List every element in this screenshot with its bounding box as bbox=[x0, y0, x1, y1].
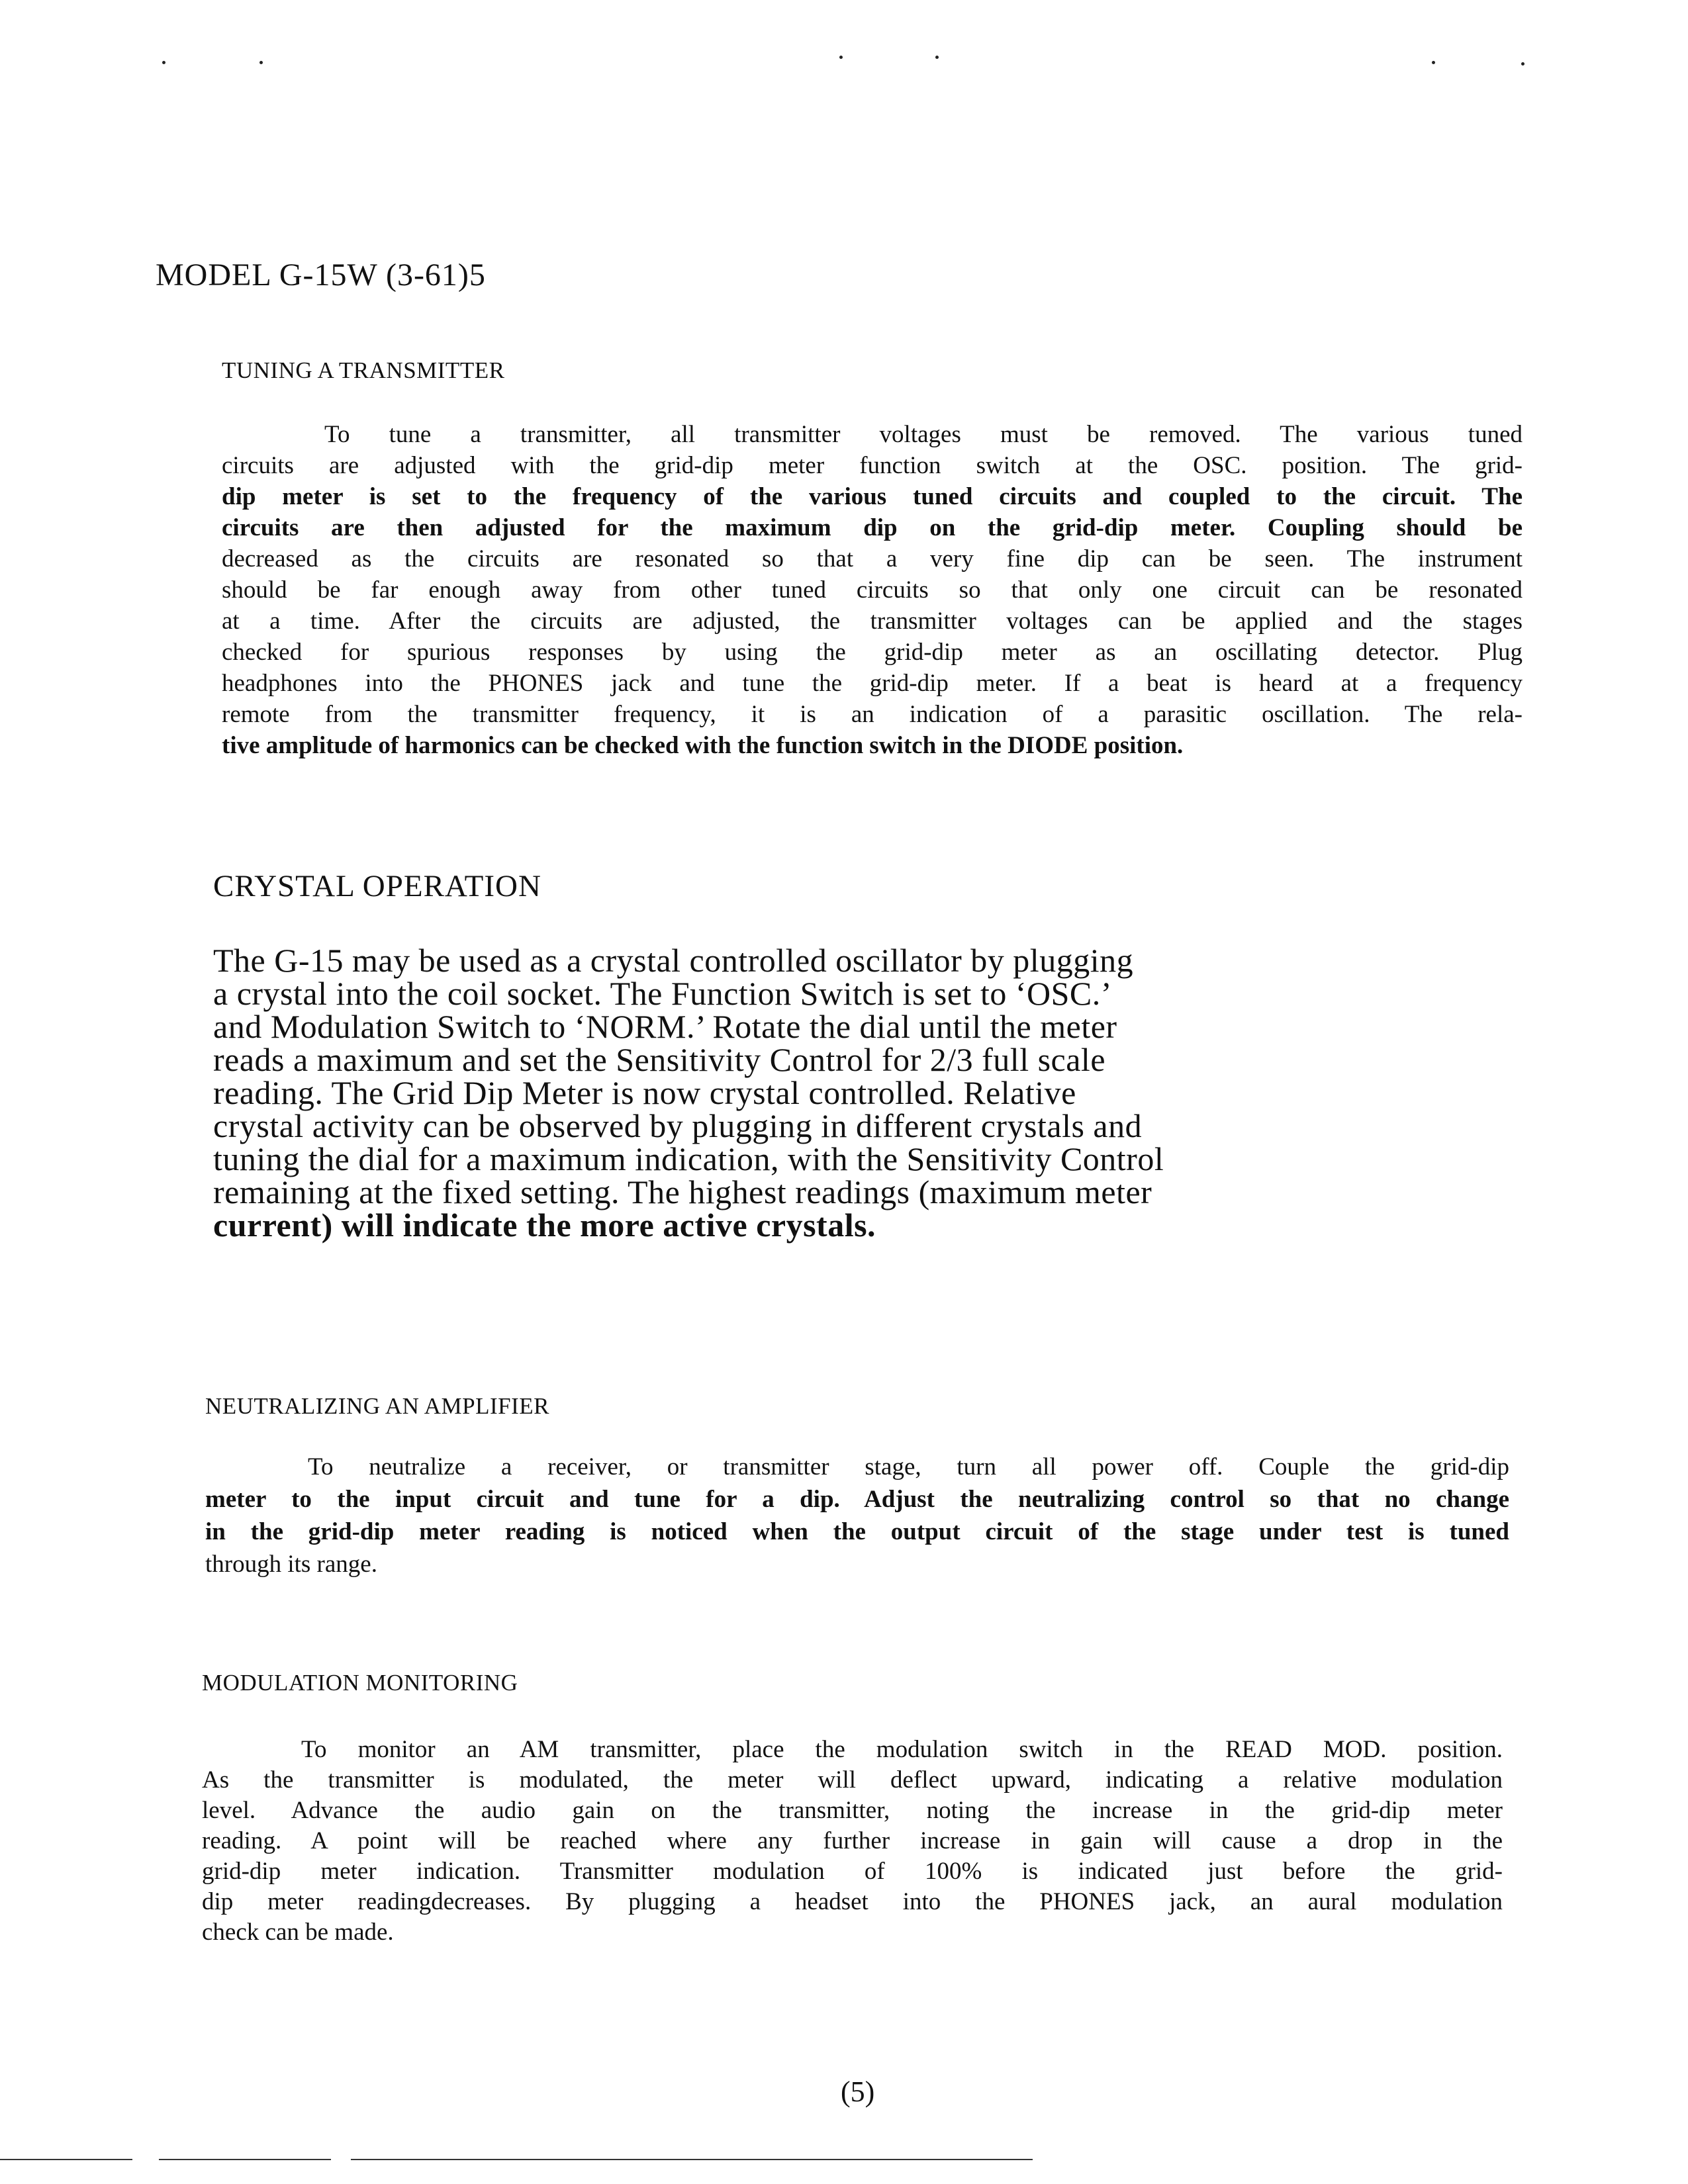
text-line: reads a maximum and set the Sensitivity Control for 2/3 full scale bbox=[213, 1041, 1106, 1078]
text-line: To monitor an AM transmitter, place the modulation switch in the READ MOD. position. bbox=[301, 1736, 1503, 1763]
section-heading-crystal: CRYSTAL OPERATION bbox=[213, 869, 541, 903]
bottom-rule bbox=[351, 2159, 1033, 2160]
text-line: should be far enough away from other tuned circuits so that only one circuit can be resonated bbox=[222, 576, 1523, 604]
text-line: To tune a transmitter, all transmitter voltages must be removed. The various tuned bbox=[324, 421, 1523, 448]
text-line: The G-15 may be used as a crystal controlled oscillator by plugging bbox=[213, 942, 1134, 979]
scan-speck bbox=[259, 61, 263, 64]
text-line: current) will indicate the more active crystals. bbox=[213, 1206, 876, 1244]
text-line: check can be made. bbox=[202, 1919, 394, 1946]
section-heading-neutralizing: NEUTRALIZING AN AMPLIFIER bbox=[205, 1393, 549, 1419]
text-line: decreased as the circuits are resonated so that a very fine dip can be seen. The instrument bbox=[222, 545, 1523, 572]
section-heading-modulation: MODULATION MONITORING bbox=[202, 1670, 518, 1696]
section-heading-tuning: TUNING A TRANSMITTER bbox=[222, 357, 505, 383]
text-line: grid-dip meter indication. Transmitter modulation of 100% is indicated just before the grid- bbox=[202, 1858, 1503, 1885]
text-line: meter to the input circuit and tune for a dip. Adjust the neutralizing control so that no change bbox=[205, 1486, 1509, 1513]
text-line: in the grid-dip meter reading is noticed when the output circuit of the stage under test is tuned bbox=[205, 1518, 1509, 1545]
text-line: As the transmitter is modulated, the meter will deflect upward, indicating a relative modulation bbox=[202, 1766, 1503, 1794]
document-title: MODEL G-15W (3-61)5 bbox=[156, 257, 486, 293]
text-line: tive amplitude of harmonics can be checked with the function switch in the DIODE position. bbox=[222, 732, 1184, 759]
text-line: checked for spurious responses by using the grid-dip meter as an oscillating detector. Plug bbox=[222, 639, 1523, 666]
text-line: remaining at the fixed setting. The highest readings (maximum meter bbox=[213, 1173, 1152, 1210]
scan-speck bbox=[1521, 62, 1524, 66]
text-line: circuits are then adjusted for the maximum dip on the grid-dip meter. Coupling should be bbox=[222, 514, 1523, 541]
page-number: (5) bbox=[841, 2075, 875, 2108]
text-line: through its range. bbox=[205, 1551, 377, 1578]
text-line: reading. A point will be reached where any further increase in gain will cause a drop in the bbox=[202, 1827, 1503, 1854]
bottom-rule bbox=[0, 2159, 132, 2160]
text-line: reading. The Grid Dip Meter is now crystal controlled. Relative bbox=[213, 1074, 1076, 1111]
text-line: and Modulation Switch to ‘NORM.’ Rotate the dial until the meter bbox=[213, 1008, 1117, 1045]
text-line: level. Advance the audio gain on the transmitter, noting the increase in the grid-dip meter bbox=[202, 1797, 1503, 1824]
scan-speck bbox=[935, 56, 939, 59]
text-line: circuits are adjusted with the grid-dip meter function switch at the OSC. position. The grid- bbox=[222, 452, 1523, 479]
text-line: dip meter is set to the frequency of the various tuned circuits and coupled to the circuit. The bbox=[222, 483, 1523, 510]
scan-speck bbox=[1432, 61, 1435, 64]
text-line: headphones into the PHONES jack and tune the grid-dip meter. If a beat is heard at a frequency bbox=[222, 670, 1523, 697]
text-line: at a time. After the circuits are adjusted, the transmitter voltages can be applied and the stages bbox=[222, 608, 1523, 635]
text-line: dip meter readingdecreases. By plugging a headset into the PHONES jack, an aural modulation bbox=[202, 1888, 1503, 1915]
text-line: remote from the transmitter frequency, it is an indication of a parasitic oscillation. The rela- bbox=[222, 701, 1523, 728]
text-line: a crystal into the coil socket. The Function Switch is set to ‘OSC.’ bbox=[213, 975, 1112, 1012]
scan-speck bbox=[162, 61, 165, 64]
text-line: tuning the dial for a maximum indication, with the Sensitivity Control bbox=[213, 1140, 1164, 1177]
text-line: To neutralize a receiver, or transmitter stage, turn all power off. Couple the grid-dip bbox=[308, 1453, 1509, 1480]
text-line: crystal activity can be observed by plugging in different crystals and bbox=[213, 1107, 1143, 1144]
bottom-rule bbox=[159, 2159, 331, 2160]
scan-speck bbox=[839, 56, 843, 59]
